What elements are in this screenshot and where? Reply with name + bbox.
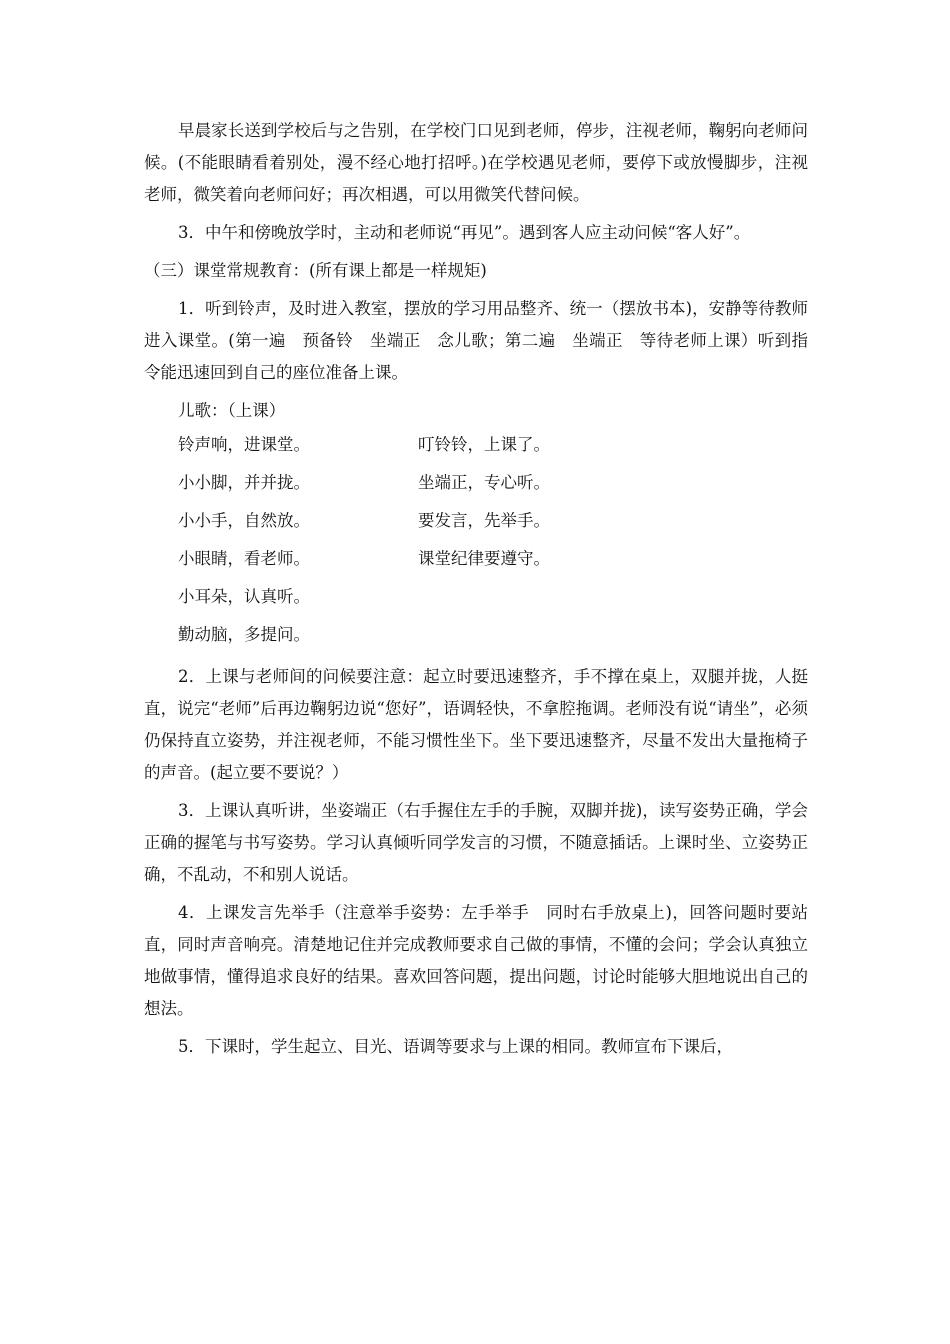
paragraph-item-3-listening: 3．上课认真听讲，坐姿端正（右手握住左手的手腕，双脚并拢)，读写姿势正确，学会正确的握笔与书写姿势。学习认真倾听同学发言的习惯，不随意插话。上课时坐、立姿势正确，不乱动，不和别人说话。 (144, 801, 808, 884)
poem-line: 小眼睛，看老师。 (178, 549, 310, 568)
poem-row (144, 619, 808, 657)
poem-line: 小小脚，并并拢。 (178, 473, 310, 492)
paragraph-greeting-morning: 早晨家长送到学校后与之告别，在学校门口见到老师，停步，注视老师，鞠躬向老师问候。(不能眼睛看着别处，漫不经心地打招呼。)在学校遇见老师，要停下或放慢脚步，注视老师，微笑着向老师问好；再次相遇，可以用微笑代替问候。 (144, 121, 808, 204)
poem-row (144, 505, 808, 543)
paragraph-item-2-greeting-in-class: 2．上课与老师间的问候要注意：起立时要迅速整齐，手不撑在桌上，双腿并拢，人挺直，说完“老师”后再边鞠躬边说“您好”，语调轻快，不拿腔拖调。老师没有说“请坐”，必须仍保持直立姿势，并注视老师，不能习惯性坐下。坐下要迅速整齐，尽量不发出大量拖椅子的声音。(起立要不要说？） (144, 667, 808, 782)
poem-line: 坐端正，专心听。 (418, 473, 550, 492)
document-body (144, 115, 808, 1069)
poem-line: 课堂纪律要遵守。 (418, 549, 550, 568)
poem-line: 要发言，先举手。 (418, 511, 550, 530)
poem-line: 小小手，自然放。 (178, 511, 310, 530)
poem-row (144, 581, 808, 619)
poem-row (144, 467, 808, 505)
paragraph-item-3-farewell: 3．中午和傍晚放学时，主动和老师说“再见”。遇到客人应主动问候“客人好”。 (178, 223, 751, 242)
poem-line: 勤动脑，多提问。 (178, 625, 310, 644)
poem-row (144, 543, 808, 581)
section-heading-classroom-rules: （三）课堂常规教育：(所有课上都是一样规矩) (144, 261, 487, 280)
poem-row (144, 429, 808, 467)
poem-line: 叮铃铃，上课了。 (418, 435, 550, 454)
paragraph-item-4-raise-hand: 4．上课发言先举手（注意举手姿势：左手举手 同时右手放桌上)，回答问题时要站直，同时声音响亮。清楚地记住并完成教师要求自己做的事情，不懂的会问；学会认真独立地做事情，懂得追求良好的结果。喜欢回答问题，提出问题，讨论时能够大胆地说出自己的想法。 (144, 903, 808, 1018)
poem-block (144, 429, 808, 657)
paragraph-item-5-end-of-class: 5．下课时，学生起立、目光、语调等要求与上课的相同。教师宣布下课后， (178, 1037, 733, 1056)
poem-line: 小耳朵，认真听。 (178, 587, 310, 606)
paragraph-item-1-bell: 1．听到铃声，及时进入教室，摆放的学习用品整齐、统一（摆放书本)，安静等待教师进入课堂。(第一遍 预备铃 坐端正 念儿歌；第二遍 坐端正 等待老师上课）听到指令能迅速回到自己的座位准备上课。 (144, 299, 808, 382)
poem-line: 铃声响，进课堂。 (178, 435, 310, 454)
poem-title: 儿歌：（上课） (178, 401, 286, 420)
